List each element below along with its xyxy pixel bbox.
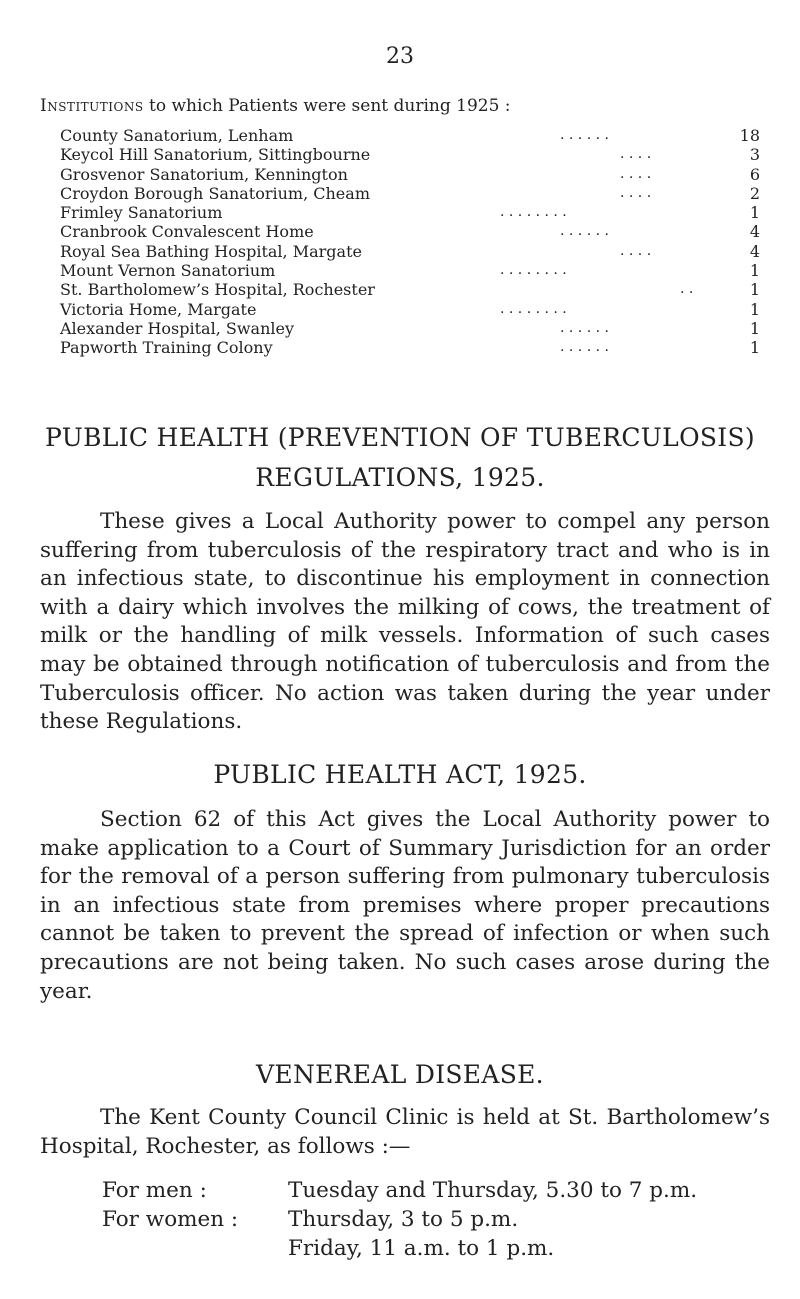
institution-count: 6 bbox=[749, 164, 760, 184]
leader-dots: . . . . . . bbox=[560, 319, 609, 336]
institution-count: 1 bbox=[749, 261, 760, 281]
list-item bbox=[60, 338, 760, 357]
institution-name: Alexander Hospital, Swanley bbox=[60, 318, 294, 338]
venereal-disease-text: The Kent County Council Clinic is held at St. Bartholomew’s Hospital, Rochester, as follows :— bbox=[40, 1105, 770, 1159]
institution-count: 3 bbox=[749, 145, 760, 165]
leader-dots: . . . . bbox=[620, 242, 652, 259]
list-item bbox=[60, 203, 760, 222]
intro-rest: to which Patients were sent during 1925 : bbox=[143, 96, 511, 116]
schedule-time: Friday, 11 a.m. to 1 p.m. bbox=[288, 1236, 555, 1261]
institution-name: Keycol Hill Sanatorium, Sittingbourne bbox=[60, 145, 371, 165]
leader-dots: . . . . . . bbox=[560, 127, 609, 143]
leader-dots: . . . . . . . . bbox=[500, 204, 567, 221]
institution-name: Mount Vernon Sanatorium bbox=[60, 261, 276, 281]
institution-name: Cranbrook Convalescent Home bbox=[60, 222, 314, 242]
institution-count: 4 bbox=[749, 222, 760, 242]
venereal-disease-paragraph bbox=[40, 1104, 770, 1161]
list-item bbox=[60, 165, 760, 184]
leader-dots: . . . . bbox=[620, 184, 652, 201]
schedule-time: Thursday, 3 to 5 p.m. bbox=[288, 1207, 519, 1232]
leader-dots: . . . . . . bbox=[560, 223, 609, 240]
leader-dots: . . . . . . . . bbox=[500, 262, 567, 279]
institution-count: 2 bbox=[749, 183, 760, 203]
public-health-act-paragraph bbox=[40, 806, 770, 1006]
section-heading: PUBLIC HEALTH ACT, 1925. bbox=[213, 760, 587, 789]
list-item bbox=[60, 319, 760, 338]
institution-count: 1 bbox=[749, 318, 760, 338]
list-item bbox=[60, 261, 760, 280]
section-heading-continued: REGULATIONS, 1925. bbox=[255, 463, 545, 492]
schedule-label: For women : bbox=[102, 1207, 239, 1232]
list-item bbox=[60, 145, 760, 164]
public-health-act-text: Section 62 of this Act gives the Local Authority power to make application to a Court of Summary Jurisdiction for an order for the removal of a person suffering from pulmonary tuberculosis in an infectious state from premises where proper precautions cannot be taken to prevent the spread of infection or when such precautions are not being taken. No such cases arose during the year. bbox=[40, 807, 770, 1004]
institution-count: 4 bbox=[749, 241, 760, 261]
list-item bbox=[60, 300, 760, 319]
schedule-time: Tuesday and Thursday, 5.30 to 7 p.m. bbox=[288, 1178, 698, 1203]
list-item bbox=[60, 280, 760, 299]
leader-dots: . . . . . . bbox=[560, 339, 609, 356]
list-item bbox=[60, 184, 760, 203]
regulations-paragraph bbox=[40, 508, 770, 737]
institution-name: Papworth Training Colony bbox=[60, 338, 273, 358]
page-number: 23 bbox=[386, 44, 414, 69]
schedule-row bbox=[102, 1205, 742, 1234]
intro-lead: Institutions bbox=[40, 96, 144, 116]
section-heading: PUBLIC HEALTH (PREVENTION OF TUBERCULOSIS) bbox=[45, 423, 755, 452]
section-heading: VENEREAL DISEASE. bbox=[256, 1060, 544, 1089]
institution-name: Grosvenor Sanatorium, Kennington bbox=[60, 164, 348, 184]
schedule-row bbox=[102, 1234, 742, 1263]
institution-name: Croydon Borough Sanatorium, Cheam bbox=[60, 183, 370, 203]
institution-count: 18 bbox=[739, 126, 760, 145]
list-item bbox=[60, 126, 760, 145]
schedule-label: For men : bbox=[102, 1178, 207, 1203]
institution-name: St. Bartholomew’s Hospital, Rochester bbox=[60, 280, 375, 300]
leader-dots: . . . . . . . . bbox=[500, 300, 567, 317]
institution-name: Victoria Home, Margate bbox=[60, 299, 257, 319]
leader-dots: . . . . bbox=[620, 165, 652, 182]
institutions-intro bbox=[40, 96, 511, 116]
institution-count: 1 bbox=[749, 338, 760, 358]
institution-count: 1 bbox=[749, 280, 760, 300]
institution-name: County Sanatorium, Lenham bbox=[60, 126, 294, 145]
institution-count: 1 bbox=[749, 299, 760, 319]
institution-count: 1 bbox=[749, 203, 760, 223]
regulations-text: These gives a Local Authority power to compel any person suffering from tuberculosis of the respiratory tract and who is in an infectious state, to discontinue his employment in connection with a dairy which involves the milking of cows, the treatment of milk or the handling of milk vessels. Information of such cases may be obtained through notification of tuberculosis and from the Tuberculosis officer. No action was taken during the year under these Regulations. bbox=[40, 509, 770, 735]
list-item bbox=[60, 242, 760, 261]
leader-dots: . . bbox=[680, 281, 694, 298]
institutions-list bbox=[60, 126, 760, 358]
institution-name: Frimley Sanatorium bbox=[60, 203, 223, 223]
institution-name: Royal Sea Bathing Hospital, Margate bbox=[60, 241, 362, 261]
schedule-row bbox=[102, 1176, 742, 1205]
clinic-schedule bbox=[102, 1176, 742, 1263]
leader-dots: . . . . bbox=[620, 146, 652, 163]
list-item bbox=[60, 222, 760, 241]
